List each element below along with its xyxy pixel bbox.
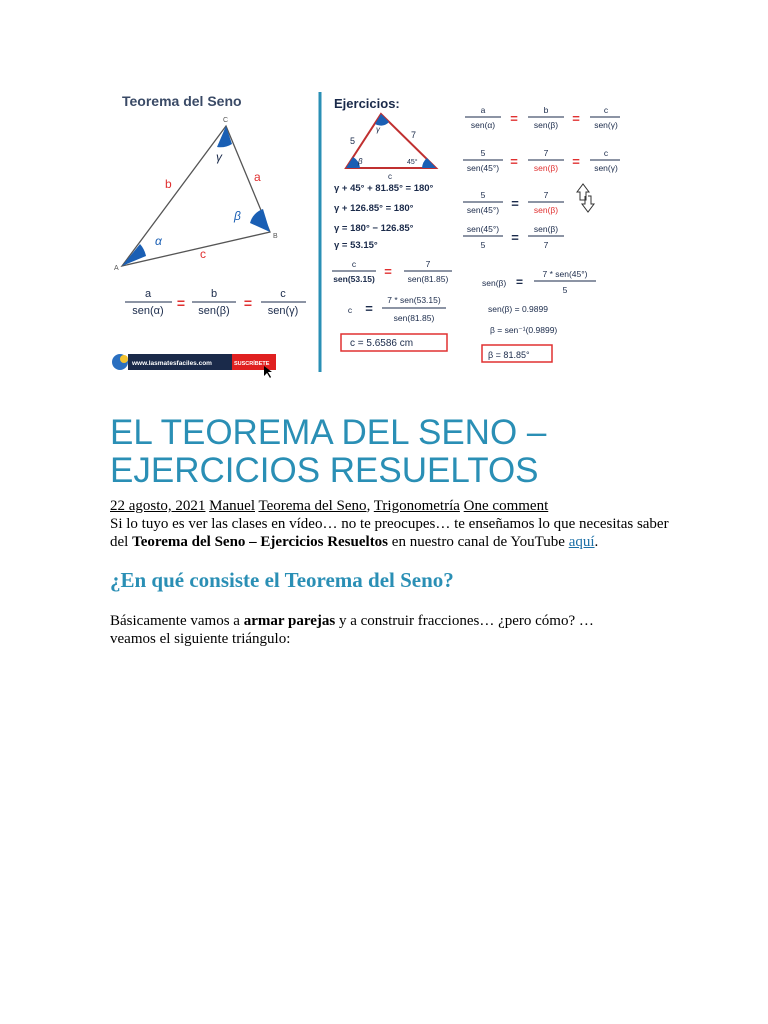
- article-title: [110, 414, 630, 490]
- theorem-title: Teorema del Seno: [122, 93, 242, 109]
- post-meta: 22 agosto, 2021 Manuel Teorema del Seno, Trigonometría One comment: [110, 498, 549, 514]
- title-line-2: EJERCICIOS RESUELTOS: [110, 451, 539, 490]
- beta-result-box: [482, 345, 552, 362]
- exercise-triangle: [346, 114, 436, 181]
- c-proportion: [332, 259, 452, 284]
- svg-text:=: =: [516, 275, 524, 289]
- svg-text:=: =: [572, 154, 580, 169]
- svg-text:b: b: [210, 288, 218, 300]
- svg-text:=: =: [511, 230, 519, 245]
- svg-text:45°: 45°: [407, 159, 418, 166]
- svg-text:5: 5: [562, 285, 568, 295]
- beta-formula: [482, 269, 596, 335]
- svg-text:A: A: [114, 265, 119, 272]
- title-line-1: EL TEOREMA DEL SENO –: [110, 413, 547, 452]
- svg-text:c: c: [603, 148, 609, 158]
- category-link-2[interactable]: Trigonometría: [373, 498, 460, 514]
- svg-text:β: β: [358, 157, 363, 166]
- brand-banner[interactable]: [112, 354, 276, 378]
- intro-bold: Teorema del Seno – Ejercicios Resueltos: [132, 534, 389, 550]
- svg-text:c: c: [388, 172, 392, 181]
- svg-text:sen(β) = 0.9899: sen(β) = 0.9899: [488, 304, 548, 314]
- ratio-row-4: [463, 224, 564, 250]
- svg-text:sen(γ): sen(γ): [594, 120, 618, 130]
- svg-text:sen(β): sen(β): [533, 163, 559, 173]
- svg-text:β = 81.85°: β = 81.85°: [488, 350, 530, 360]
- theorem-triangle: [114, 117, 278, 272]
- svg-text:=: =: [384, 264, 392, 279]
- svg-text:sen(α): sen(α): [132, 305, 164, 317]
- intro-paragraph: Si lo tuyo es ver las clases en vídeo… no te preocupes… te enseñamos lo que necesitas saber del Teorema del Seno – Ejercicios Resueltos en nuestro canal de YouTube aquí.: [110, 516, 669, 550]
- para-bold: armar parejas: [243, 613, 336, 629]
- svg-text:B: B: [273, 233, 278, 240]
- svg-text:5: 5: [350, 136, 356, 146]
- svg-text:a: a: [480, 105, 486, 115]
- svg-text:b: b: [165, 177, 172, 191]
- svg-text:7: 7: [411, 130, 417, 140]
- svg-text:β = sen⁻¹(0.9899): β = sen⁻¹(0.9899): [490, 325, 558, 335]
- svg-text:γ = 180° − 126.85°: γ = 180° − 126.85°: [334, 223, 414, 234]
- svg-text:sen(81.85): sen(81.85): [393, 313, 435, 323]
- svg-text:=: =: [510, 154, 518, 169]
- svg-text:5: 5: [480, 148, 486, 158]
- svg-text:γ + 126.85° = 180°: γ + 126.85° = 180°: [334, 203, 414, 214]
- svg-text:c: c: [603, 105, 609, 115]
- svg-text:5: 5: [480, 240, 486, 250]
- svg-text:SUSCRÍBETE: SUSCRÍBETE: [234, 361, 270, 367]
- svg-text:sen(45°): sen(45°): [466, 163, 500, 173]
- body-paragraph: Básicamente vamos a armar parejas y a construir fracciones… ¿pero cómo? … veamos el siguiente triángulo:: [110, 613, 594, 647]
- svg-text:=: =: [510, 111, 518, 126]
- svg-text:sen(β): sen(β): [198, 305, 230, 317]
- svg-text:sen(53.15): sen(53.15): [333, 274, 375, 284]
- ratio-row-1: [465, 105, 620, 130]
- c-result-box: [341, 334, 447, 351]
- svg-text:a: a: [144, 288, 152, 300]
- angle-equations: [334, 183, 434, 251]
- svg-text:=: =: [572, 111, 580, 126]
- svg-text:c: c: [347, 305, 353, 315]
- svg-text:7: 7: [425, 259, 431, 269]
- svg-text:c: c: [200, 247, 206, 261]
- svg-text:sen(α): sen(α): [470, 120, 496, 130]
- comments-link[interactable]: One comment: [463, 498, 549, 514]
- svg-text:sen(β): sen(β): [533, 120, 559, 130]
- category-link-1[interactable]: Teorema del Seno: [258, 498, 367, 514]
- svg-text:α: α: [155, 234, 162, 248]
- swap-arrows-icon: [577, 184, 594, 212]
- header-image: [110, 80, 620, 380]
- svg-text:7: 7: [543, 190, 549, 200]
- svg-text:a: a: [254, 170, 261, 184]
- svg-text:=: =: [243, 295, 253, 311]
- author-link[interactable]: Manuel: [209, 498, 255, 514]
- svg-text:7 * sen(45°): 7 * sen(45°): [542, 269, 588, 279]
- svg-text:www.lasmatesfaciles.com: www.lasmatesfaciles.com: [132, 360, 212, 367]
- svg-text:sen(45°): sen(45°): [466, 205, 500, 215]
- svg-text:7: 7: [543, 148, 549, 158]
- svg-text:γ + 45° + 81.85° = 180°: γ + 45° + 81.85° = 180°: [334, 183, 434, 194]
- svg-text:sen(β): sen(β): [482, 278, 507, 288]
- svg-text:sen(γ): sen(γ): [267, 305, 299, 317]
- svg-text:=: =: [511, 196, 519, 211]
- post-date-link[interactable]: 22 agosto, 2021: [110, 498, 206, 514]
- exercises-title: Ejercicios:: [334, 96, 400, 111]
- svg-text:c: c: [280, 288, 286, 300]
- svg-text:sen(γ): sen(γ): [594, 163, 618, 173]
- svg-text:5: 5: [480, 190, 486, 200]
- svg-text:7 * sen(53.15): 7 * sen(53.15): [387, 295, 441, 305]
- svg-text:c = 5.6586 cm: c = 5.6586 cm: [350, 338, 414, 349]
- c-formula: [348, 295, 446, 323]
- svg-text:sen(β): sen(β): [533, 205, 559, 215]
- ratio-row-2: [463, 148, 620, 173]
- svg-text:=: =: [176, 295, 186, 311]
- svg-text:sen(45°): sen(45°): [466, 224, 500, 234]
- svg-text:sen(81.85): sen(81.85): [407, 274, 449, 284]
- sine-law-formula: [125, 288, 306, 317]
- youtube-link[interactable]: aquí: [568, 534, 595, 550]
- svg-text:b: b: [543, 105, 549, 115]
- section-heading: ¿En qué consiste el Teorema del Seno?: [110, 568, 454, 592]
- svg-text:sen(β): sen(β): [533, 224, 559, 234]
- svg-text:=: =: [365, 301, 373, 316]
- svg-text:γ: γ: [216, 150, 222, 164]
- svg-text:7: 7: [543, 240, 549, 250]
- svg-text:C: C: [223, 117, 229, 124]
- svg-text:c: c: [351, 259, 357, 269]
- ratio-row-3: [463, 190, 564, 215]
- svg-text:γ: γ: [376, 125, 380, 134]
- svg-text:γ = 53.15°: γ = 53.15°: [334, 240, 378, 251]
- svg-text:β: β: [234, 209, 241, 223]
